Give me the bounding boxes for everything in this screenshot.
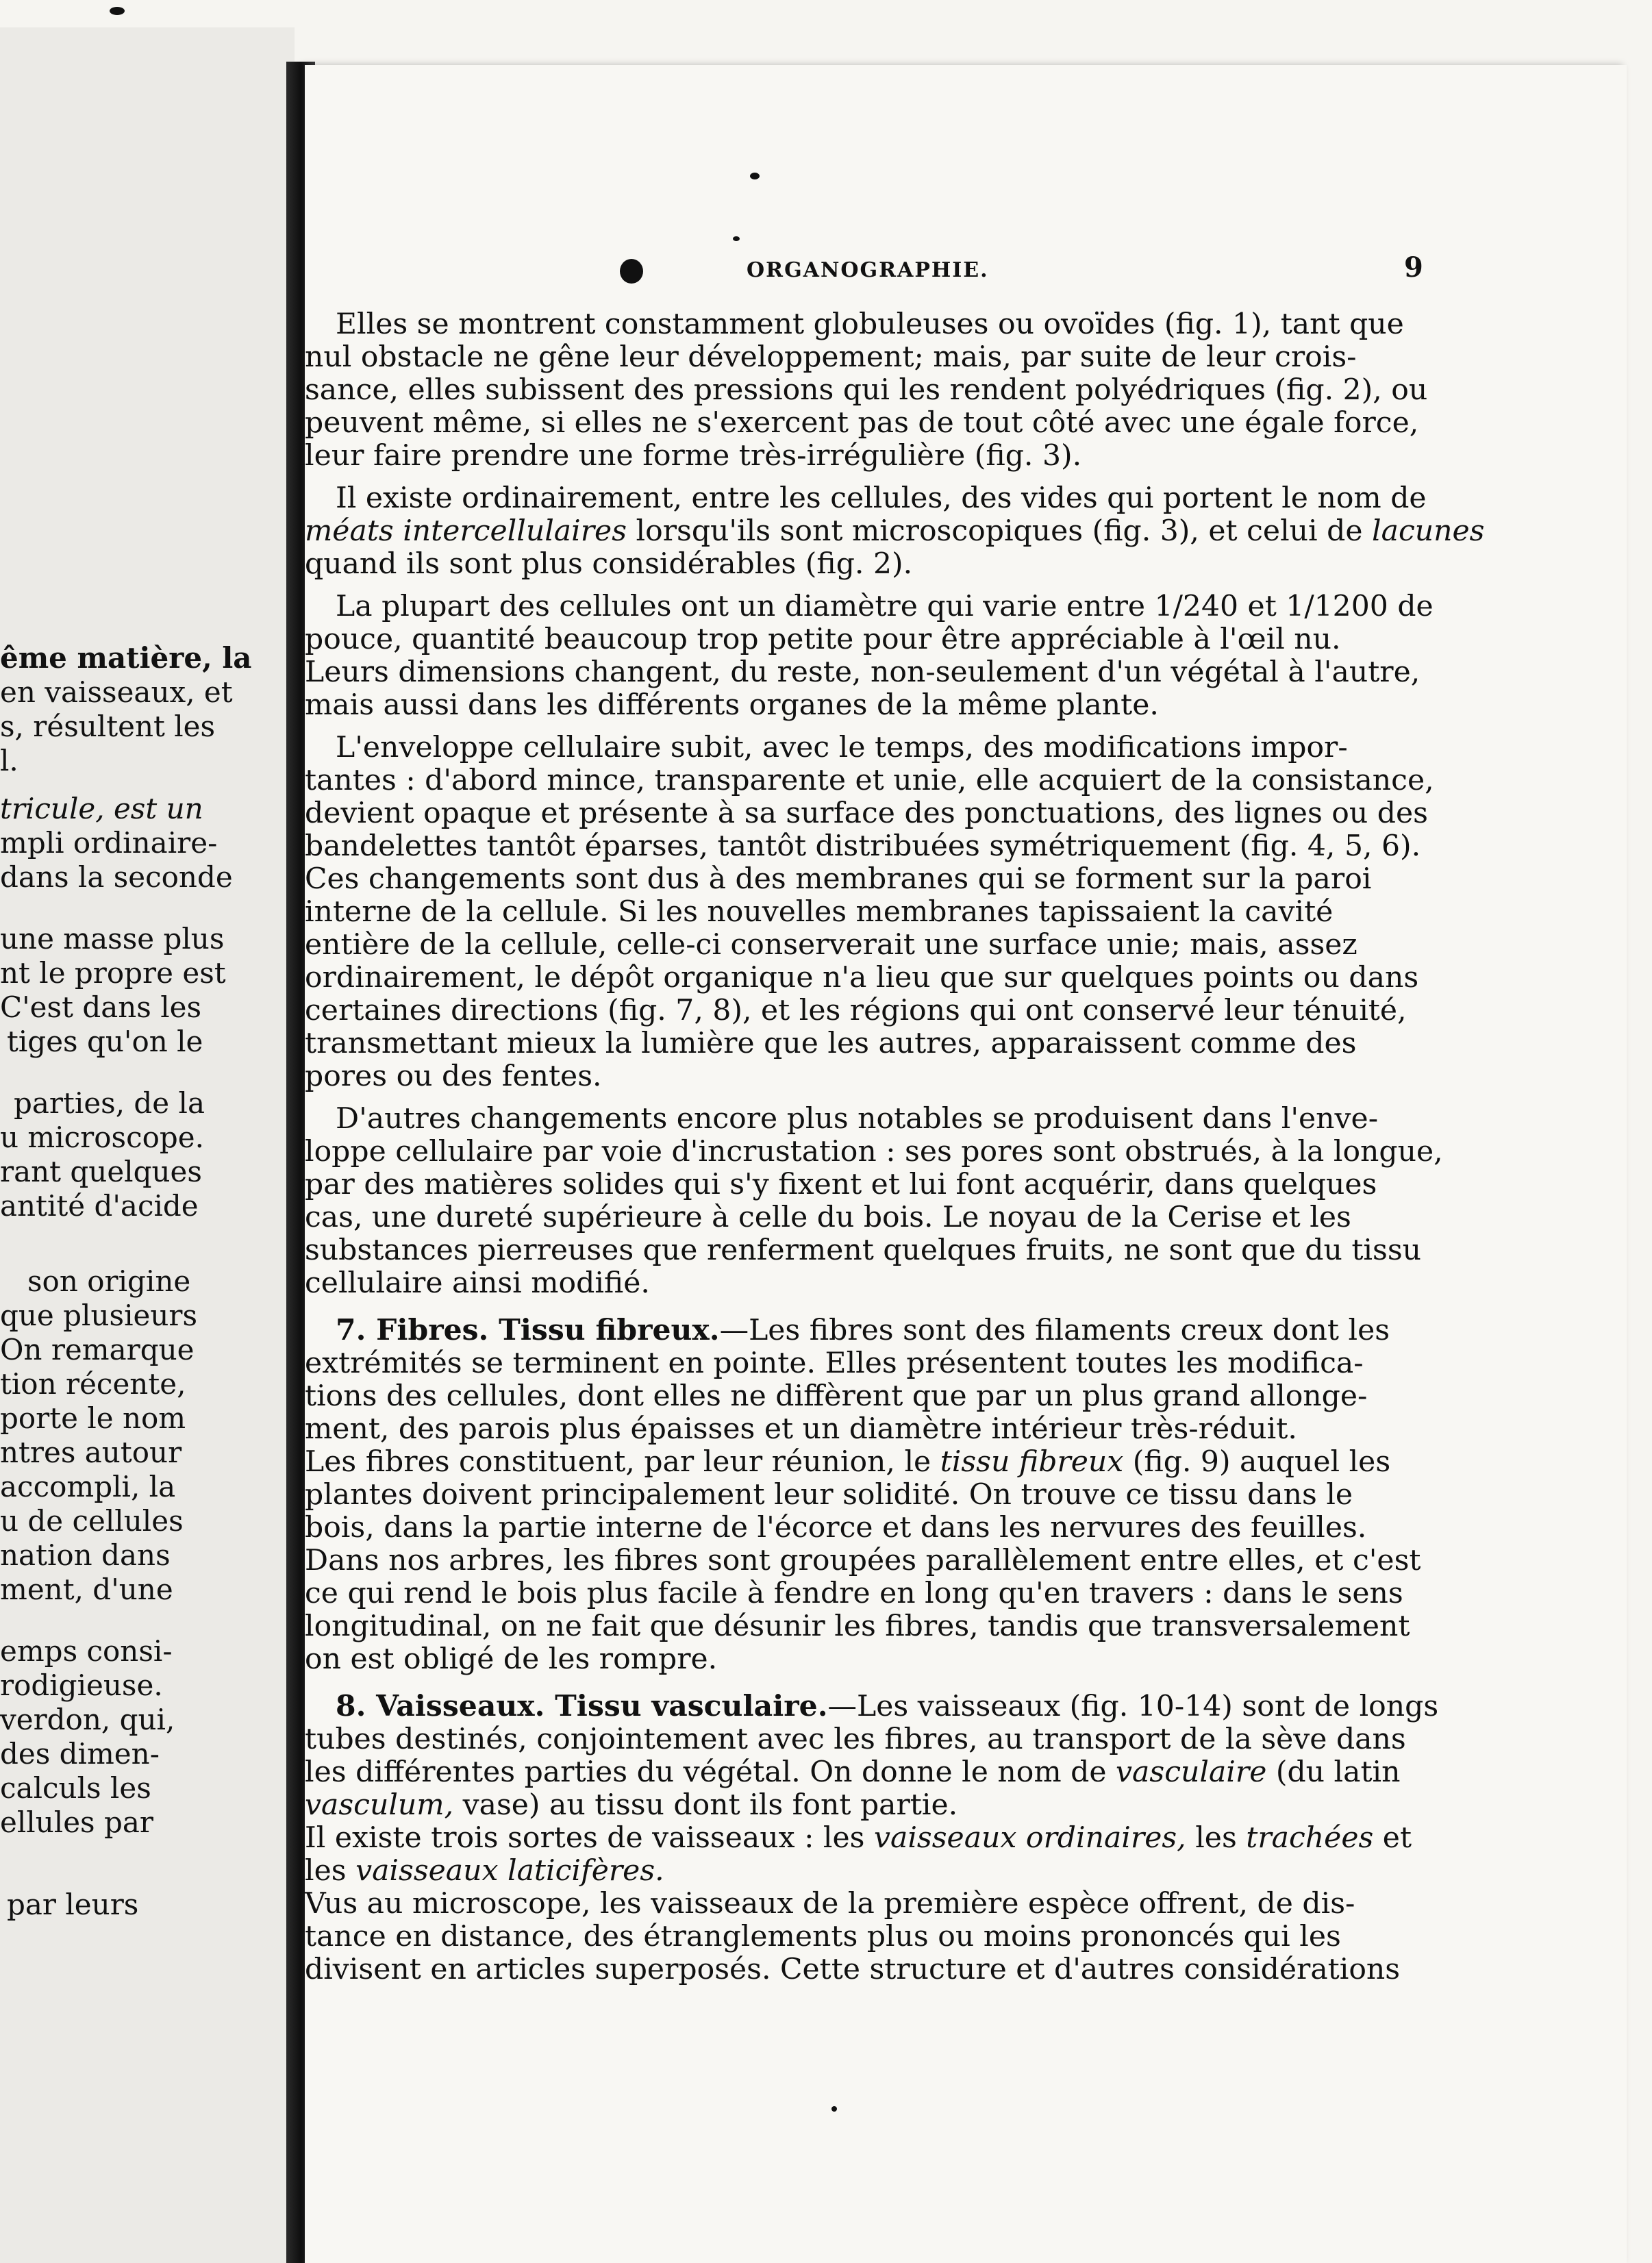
- text-line: tance en distance, des étranglements plus ou moins prononcés qui les: [305, 1920, 1341, 1953]
- ink-smudge: [831, 2106, 837, 2112]
- left-page-line: nt le propre est: [0, 956, 226, 990]
- left-page-line: tricule, est un: [0, 792, 203, 825]
- body-text: [305, 308, 1485, 1995]
- text-line: plantes doivent principalement leur solidité. On trouve ce tissu dans le: [305, 1478, 1353, 1512]
- text-line: par des matières solides qui s'y fixent et lui font acquérir, dans quelques: [305, 1168, 1377, 1201]
- left-page-line: dans la seconde: [0, 860, 233, 894]
- text-line: tubes destinés, conjointement avec les fibres, au transport de la sève dans: [305, 1723, 1406, 1756]
- text-line: ce qui rend le bois plus facile à fendre en long qu'en travers : dans le sens: [305, 1577, 1403, 1610]
- text-line: certaines directions (fig. 7, 8), et les régions qui ont conservé leur ténuité,: [305, 994, 1407, 1027]
- left-page-line: calculs les: [0, 1771, 151, 1805]
- left-page-line: ême matière, la: [0, 641, 252, 675]
- text-line: Dans nos arbres, les fibres sont groupées parallèlement entre elles, et c'est: [305, 1544, 1421, 1577]
- left-page-line: tiges qu'on le: [7, 1025, 203, 1058]
- text-line: [305, 1689, 1439, 1723]
- text-line: Leurs dimensions changent, du reste, non-seulement d'un végétal à l'autre,: [305, 655, 1421, 689]
- paragraph: [305, 308, 1428, 473]
- text-run: les: [305, 1854, 356, 1888]
- text-line: longitudinal, on ne fait que désunir les fibres, tandis que transversalement: [305, 1610, 1410, 1643]
- paragraph: [305, 1689, 1439, 1986]
- text-line: [305, 1446, 1418, 1479]
- text-line: [305, 1855, 1418, 1888]
- right-page: [305, 65, 1627, 2263]
- text-line: tions des cellules, dont elles ne diffèrent que par un plus grand allonge-: [305, 1379, 1368, 1413]
- left-page-line: On remarque: [0, 1333, 195, 1366]
- left-page-line: verdon, qui,: [0, 1703, 175, 1736]
- text-line: leur faire prendre une forme très-irrégulière (fig. 3).: [305, 439, 1082, 473]
- text-line: pouce, quantité beaucoup trop petite pour être appréciable à l'œil nu.: [305, 623, 1341, 656]
- text-line: cas, une dureté supérieure à celle du bois. Le noyau de la Cerise et les: [305, 1201, 1351, 1234]
- left-page-line: par leurs: [7, 1888, 139, 1921]
- text-line: [305, 1314, 1418, 1347]
- text-line: Ces changements sont dus à des membranes qui se forment sur la paroi: [305, 862, 1372, 896]
- text-line: extrémités se terminent en pointe. Elles présentent toutes les modifica-: [305, 1347, 1364, 1380]
- text-line: [305, 1756, 1418, 1789]
- text-line: Vus au microscope, les vaisseaux de la première espèce offrent, de dis-: [305, 1887, 1355, 1921]
- section-title: 7. Fibres. Tissu fibreux.: [336, 1313, 720, 1347]
- text-line: pores ou des fentes.: [305, 1060, 602, 1093]
- left-page-line: parties, de la: [14, 1086, 205, 1120]
- italic-term: tissu fibreux: [940, 1445, 1124, 1479]
- running-head: ORGANOGRAPHIE.: [747, 258, 989, 282]
- left-page-line: antité d'acide: [0, 1189, 199, 1223]
- text-line: nul obstacle ne gêne leur développement; mais, par suite de leur crois-: [305, 340, 1357, 374]
- text-line: mais aussi dans les différents organes de la même plante.: [305, 688, 1159, 722]
- left-page-line: porte le nom: [0, 1401, 186, 1435]
- left-page-line: ellules par: [0, 1805, 153, 1839]
- text-line: entière de la cellule, celle-ci conserverait une surface unie; mais, assez: [305, 928, 1357, 962]
- text-line: D'autres changements encore plus notables se produisent dans l'enve-: [336, 1102, 1379, 1136]
- paragraph: [305, 1102, 1443, 1300]
- text-line: [305, 1789, 1418, 1822]
- italic-term: vasculaire: [1116, 1755, 1267, 1789]
- text-line: devient opaque et présente à sa surface des ponctuations, des lignes ou des: [305, 797, 1428, 830]
- paragraph: [305, 731, 1434, 1093]
- italic-term: vasculum,: [305, 1788, 454, 1822]
- text-line: bois, dans la partie interne de l'écorce et dans les nervures des feuilles.: [305, 1511, 1367, 1545]
- left-page-line: s, résultent les: [0, 710, 216, 743]
- ink-smudge: [750, 173, 760, 179]
- left-page-line: des dimen-: [0, 1737, 160, 1771]
- left-page-line: en vaisseaux, et: [0, 675, 233, 709]
- left-page-line: que plusieurs: [0, 1299, 198, 1332]
- ink-smudge: [620, 259, 643, 284]
- text-run: Les fibres constituent, par leur réunion, le: [305, 1445, 940, 1479]
- page-number: 9: [1404, 251, 1423, 284]
- text-run: lorsqu'ils sont microscopiques (fig. 3), et celui de: [627, 514, 1373, 548]
- left-page-line: rodigieuse.: [0, 1668, 163, 1702]
- italic-term: vaisseaux ordinaires,: [873, 1821, 1186, 1855]
- text-run: (fig. 9) auquel les: [1123, 1445, 1391, 1479]
- paragraph: [305, 482, 1485, 581]
- paragraph: [305, 590, 1434, 722]
- left-page-line: u de cellules: [0, 1504, 184, 1538]
- text-line: substances pierreuses que renferment quelques fruits, ne sont que du tissu: [305, 1234, 1422, 1267]
- left-page-line: nation dans: [0, 1538, 171, 1572]
- left-page-line: tion récente,: [0, 1367, 186, 1401]
- ink-smudge: [733, 236, 740, 241]
- text-line: ment, des parois plus épaisses et un diamètre intérieur très-réduit.: [305, 1412, 1297, 1446]
- paragraph: [305, 1313, 1421, 1676]
- text-line: on est obligé de les rompre.: [305, 1642, 718, 1676]
- text-line: cellulaire ainsi modifié.: [305, 1266, 650, 1300]
- left-page-line: l.: [0, 744, 18, 777]
- left-page-line: son origine: [27, 1264, 191, 1298]
- text-line: [305, 1822, 1418, 1855]
- left-page-line: accompli, la: [0, 1470, 176, 1503]
- text-line: La plupart des cellules ont un diamètre qui varie entre 1/240 et 1/1200 de: [336, 590, 1434, 623]
- text-run: Il existe trois sortes de vaisseaux : les: [305, 1821, 874, 1855]
- text-line: Il existe ordinairement, entre les cellules, des vides qui portent le nom de: [336, 482, 1427, 515]
- italic-term: méats intercellulaires: [305, 514, 627, 548]
- italic-term: trachées: [1246, 1821, 1374, 1855]
- left-page-line: emps consi-: [0, 1634, 173, 1668]
- left-page-line: C'est dans les: [0, 990, 202, 1024]
- text-run: et: [1373, 1821, 1412, 1855]
- text-line: bandelettes tantôt éparses, tantôt distribuées symétriquement (fig. 4, 5, 6).: [305, 829, 1421, 863]
- left-page-line: rant quelques: [0, 1155, 202, 1188]
- text-run: les: [1186, 1821, 1247, 1855]
- italic-term: vaisseaux laticifères.: [355, 1854, 664, 1888]
- text-line: tantes : d'abord mince, transparente et unie, elle acquiert de la consistance,: [305, 764, 1434, 797]
- text-line: sance, elles subissent des pressions qui les rendent polyédriques (fig. 2), ou: [305, 373, 1428, 407]
- left-page-line: u microscope.: [0, 1121, 204, 1154]
- text-line: [305, 514, 1485, 548]
- text-line: interne de la cellule. Si les nouvelles membranes tapissaient la cavité: [305, 895, 1334, 929]
- left-page-line: une masse plus: [0, 922, 225, 955]
- text-line: Elles se montrent constamment globuleuses ou ovoïdes (fig. 1), tant que: [336, 308, 1404, 341]
- text-run: —Les vaisseaux (fig. 10-14) sont de longs: [827, 1690, 1439, 1723]
- italic-term: lacunes: [1372, 514, 1485, 548]
- ink-smudge: [110, 7, 125, 15]
- text-run: (du latin: [1266, 1755, 1401, 1789]
- text-line: divisent en articles superposés. Cette structure et d'autres considérations: [305, 1953, 1401, 1986]
- text-run: vase) au tissu dont ils font partie.: [453, 1788, 958, 1822]
- left-page-fragment: [0, 27, 295, 2263]
- text-run: les différentes parties du végétal. On donne le nom de: [305, 1755, 1116, 1789]
- text-line: ordinairement, le dépôt organique n'a lieu que sur quelques points ou dans: [305, 961, 1419, 995]
- left-page-line: ment, d'une: [0, 1573, 173, 1606]
- left-page-line: mpli ordinaire-: [0, 826, 218, 860]
- left-page-line: ntres autour: [0, 1436, 182, 1469]
- text-line: loppe cellulaire par voie d'incrustation : ses pores sont obstrués, à la longue,: [305, 1135, 1443, 1168]
- text-run: —Les fibres sont des filaments creux dont les: [719, 1314, 1390, 1347]
- text-line: quand ils sont plus considérables (fig. 2).: [305, 547, 913, 581]
- text-line: peuvent même, si elles ne s'exercent pas de tout côté avec une égale force,: [305, 406, 1419, 440]
- section-title: 8. Vaisseaux. Tissu vasculaire.: [336, 1689, 828, 1723]
- text-line: L'enveloppe cellulaire subit, avec le temps, des modifications impor-: [336, 731, 1348, 764]
- text-line: transmettant mieux la lumière que les autres, apparaissent comme des: [305, 1027, 1357, 1060]
